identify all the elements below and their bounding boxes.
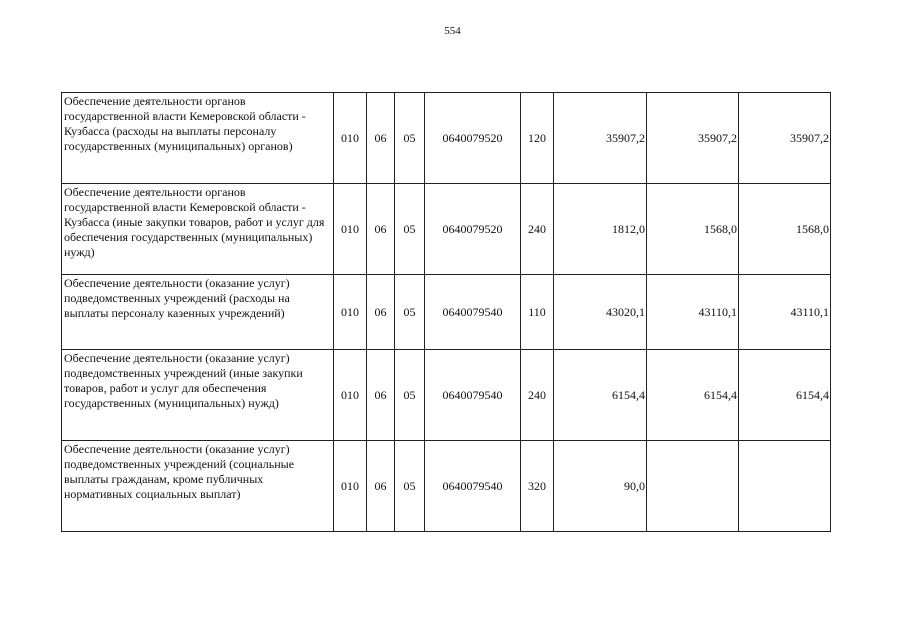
amount-2-cell: 1568,0 [647, 184, 739, 275]
amount-1-cell: 90,0 [554, 441, 647, 532]
target-article-cell: 0640079540 [425, 441, 521, 532]
section-code-cell: 06 [367, 184, 395, 275]
table-row [62, 275, 831, 350]
expense-type-cell: 120 [521, 93, 554, 184]
expense-name-cell: Обеспечение деятельности (оказание услуг) подведомственных учреждений (расходы на выплаты персоналу казенных учреждений) [62, 275, 334, 350]
amount-1-cell: 43020,1 [554, 275, 647, 350]
amount-2-cell: 6154,4 [647, 350, 739, 441]
amount-3-cell: 35907,2 [739, 93, 831, 184]
ministry-code-cell: 010 [334, 275, 367, 350]
budget-table [61, 92, 831, 532]
table-row [62, 441, 831, 532]
subsection-code-cell: 05 [395, 350, 425, 441]
expense-name-cell: Обеспечение деятельности органов государственной власти Кемеровской области - Кузбасса (иные закупки товаров, работ и услуг для обеспечения государственных (муниципальных) нужд) [62, 184, 334, 275]
ministry-code-cell: 010 [334, 441, 367, 532]
amount-1-cell: 6154,4 [554, 350, 647, 441]
amount-3-cell: 6154,4 [739, 350, 831, 441]
target-article-cell: 0640079520 [425, 93, 521, 184]
section-code-cell: 06 [367, 93, 395, 184]
expense-type-cell: 320 [521, 441, 554, 532]
subsection-code-cell: 05 [395, 275, 425, 350]
expense-type-cell: 240 [521, 350, 554, 441]
amount-3-cell: 1568,0 [739, 184, 831, 275]
page-number: 554 [444, 25, 461, 37]
section-code-cell: 06 [367, 441, 395, 532]
section-code-cell: 06 [367, 350, 395, 441]
amount-3-cell: 43110,1 [739, 275, 831, 350]
expense-type-cell: 240 [521, 184, 554, 275]
target-article-cell: 0640079520 [425, 184, 521, 275]
subsection-code-cell: 05 [395, 93, 425, 184]
target-article-cell: 0640079540 [425, 350, 521, 441]
expense-name-cell: Обеспечение деятельности (оказание услуг) подведомственных учреждений (иные закупки товаров, работ и услуг для обеспечения государственных (муниципальных) нужд) [62, 350, 334, 441]
table-row [62, 184, 831, 275]
amount-2-cell [647, 441, 739, 532]
amount-1-cell: 1812,0 [554, 184, 647, 275]
ministry-code-cell: 010 [334, 184, 367, 275]
subsection-code-cell: 05 [395, 184, 425, 275]
table-row [62, 93, 831, 184]
ministry-code-cell: 010 [334, 93, 367, 184]
expense-name-cell: Обеспечение деятельности органов государственной власти Кемеровской области - Кузбасса (расходы на выплаты персоналу государственных (муниципальных) органов) [62, 93, 334, 184]
amount-1-cell: 35907,2 [554, 93, 647, 184]
ministry-code-cell: 010 [334, 350, 367, 441]
section-code-cell: 06 [367, 275, 395, 350]
expense-type-cell: 110 [521, 275, 554, 350]
amount-2-cell: 43110,1 [647, 275, 739, 350]
amount-2-cell: 35907,2 [647, 93, 739, 184]
table-row [62, 350, 831, 441]
target-article-cell: 0640079540 [425, 275, 521, 350]
expense-name-cell: Обеспечение деятельности (оказание услуг) подведомственных учреждений (социальные выплаты гражданам, кроме публичных нормативных социальных выплат) [62, 441, 334, 532]
amount-3-cell [739, 441, 831, 532]
subsection-code-cell: 05 [395, 441, 425, 532]
